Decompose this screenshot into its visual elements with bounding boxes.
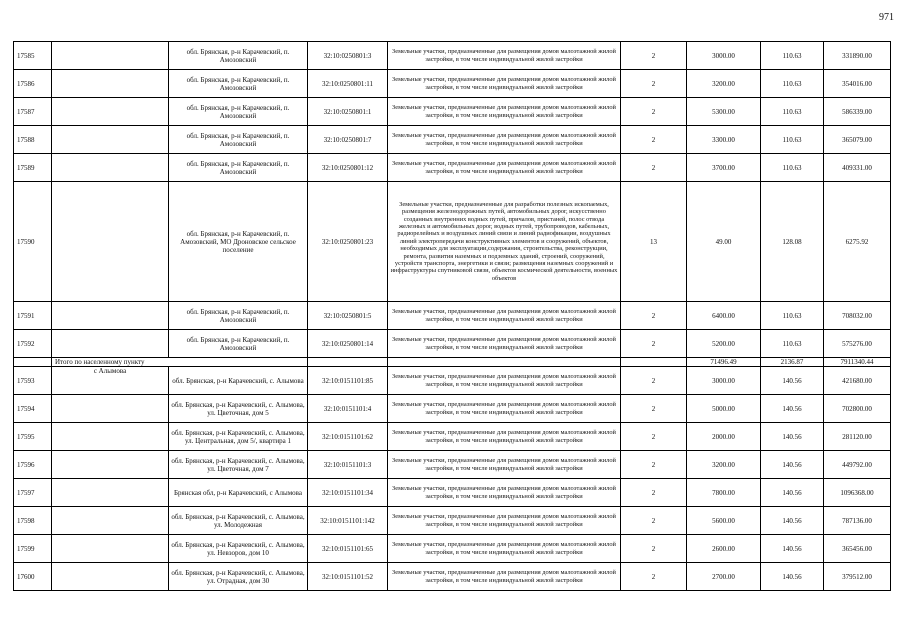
value-cell: 586339.00: [824, 98, 891, 126]
row-id: 17595: [14, 423, 52, 451]
row-id: 17591: [14, 302, 52, 330]
group-cell: 13: [621, 182, 687, 302]
purpose-cell: Земельные участки, предназначенные для размещения домов малоэтажной жилой застройки, в том числе индивидуальной жилой застройки: [388, 563, 621, 591]
area-cell: 3300.00: [687, 126, 761, 154]
rate-cell: 140.56: [761, 479, 824, 507]
rate-cell: 110.63: [761, 42, 824, 70]
address-cell: обл. Брянская, р-н Карачевский, п. Амозовский: [169, 98, 308, 126]
rate-cell: 128.08: [761, 182, 824, 302]
area-cell: 7800.00: [687, 479, 761, 507]
area-cell: 2000.00: [687, 423, 761, 451]
value-cell: 575276.00: [824, 330, 891, 358]
rate-cell: 140.56: [761, 367, 824, 395]
total-row: [14, 358, 891, 367]
area-cell: 2700.00: [687, 563, 761, 591]
cadastral-number-cell: 32:10:0151101:142: [308, 507, 388, 535]
empty-cell: [52, 42, 169, 70]
empty-cell: [52, 182, 169, 302]
purpose-cell: Земельные участки, предназначенные для размещения домов малоэтажной жилой застройки, в том числе индивидуальной жилой застройки: [388, 330, 621, 358]
cadastral-number-cell: 32:10:0250801:7: [308, 126, 388, 154]
row-id: 17587: [14, 98, 52, 126]
address-cell: обл. Брянская, р-н Карачевский, п. Амозовский: [169, 70, 308, 98]
address-cell: обл. Брянская, р-н Карачевский, п. Амозовский, МО Дроновское сельское поселение: [169, 182, 308, 302]
address-cell: обл. Брянская, р-н Карачевский, п. Амозовский: [169, 302, 308, 330]
rate-cell: 140.56: [761, 563, 824, 591]
empty-cell: [52, 451, 169, 479]
purpose-cell: Земельные участки, предназначенные для размещения домов малоэтажной жилой застройки, в том числе индивидуальной жилой застройки: [388, 42, 621, 70]
group-cell: 2: [621, 451, 687, 479]
table-row: [14, 535, 891, 563]
empty-cell: [52, 423, 169, 451]
address-cell: обл. Брянская, р-н Карачевский, п. Амозовский: [169, 126, 308, 154]
table-row: [14, 302, 891, 330]
row-id: 17585: [14, 42, 52, 70]
table-row: [14, 479, 891, 507]
cadastral-number-cell: 32:10:0151101:4: [308, 395, 388, 423]
table-row: [14, 367, 891, 395]
purpose-cell: Земельные участки, предназначенные для размещения домов малоэтажной жилой застройки, в том числе индивидуальной жилой застройки: [388, 154, 621, 182]
address-cell: обл. Брянская, р-н Карачевский, п. Амозовский: [169, 330, 308, 358]
group-cell: 2: [621, 367, 687, 395]
empty-cell: [52, 302, 169, 330]
group-cell: 2: [621, 330, 687, 358]
table-row: [14, 182, 891, 302]
row-id: 17590: [14, 182, 52, 302]
cadastral-number-cell: 32:10:0250801:5: [308, 302, 388, 330]
empty-cell: [52, 507, 169, 535]
empty-cell: [52, 98, 169, 126]
cadastral-number-cell: 32:10:0151101:52: [308, 563, 388, 591]
address-cell: обл. Брянская, р-н Карачевский, с. Алымова, ул. Цветочная, дом 7: [169, 451, 308, 479]
purpose-cell: Земельные участки, предназначенные для размещения домов малоэтажной жилой застройки, в том числе индивидуальной жилой застройки: [388, 479, 621, 507]
total-area: 71496.49: [687, 358, 761, 367]
area-cell: 3200.00: [687, 451, 761, 479]
value-cell: 421680.00: [824, 367, 891, 395]
address-cell: обл. Брянская, р-н Карачевский, п. Амозовский: [169, 154, 308, 182]
group-cell: 2: [621, 395, 687, 423]
group-cell: 2: [621, 154, 687, 182]
value-cell: 379512.00: [824, 563, 891, 591]
rate-cell: 110.63: [761, 302, 824, 330]
address-cell: обл. Брянская, р-н Карачевский, с. Алымова, ул. Цветочная, дом 5: [169, 395, 308, 423]
area-cell: 6400.00: [687, 302, 761, 330]
address-cell: обл. Брянская, р-н Карачевский, с. Алымова, ул. Молодежная: [169, 507, 308, 535]
total-value: 7911340.44: [824, 358, 891, 367]
cadastral-number-cell: 32:10:0151101:62: [308, 423, 388, 451]
value-cell: 1096368.00: [824, 479, 891, 507]
empty-cell: [52, 154, 169, 182]
table-row: [14, 154, 891, 182]
empty-cell: [52, 330, 169, 358]
group-cell: 2: [621, 126, 687, 154]
rate-cell: 110.63: [761, 330, 824, 358]
table-row: [14, 395, 891, 423]
row-id: 17596: [14, 451, 52, 479]
value-cell: 449792.00: [824, 451, 891, 479]
cadastral-number-cell: 32:10:0151101:3: [308, 451, 388, 479]
value-cell: 6275.92: [824, 182, 891, 302]
rate-cell: 110.63: [761, 70, 824, 98]
table-row: [14, 507, 891, 535]
purpose-cell: Земельные участки, предназначенные для размещения домов малоэтажной жилой застройки, в том числе индивидуальной жилой застройки: [388, 126, 621, 154]
cadastral-number-cell: 32:10:0250801:3: [308, 42, 388, 70]
table-row: [14, 451, 891, 479]
group-cell: 2: [621, 479, 687, 507]
cadastral-number-cell: 32:10:0151101:85: [308, 367, 388, 395]
value-cell: 331890.00: [824, 42, 891, 70]
group-cell: 2: [621, 98, 687, 126]
empty-cell: [308, 358, 388, 367]
rate-cell: 140.56: [761, 535, 824, 563]
page-number: 971: [879, 12, 894, 23]
area-cell: 2600.00: [687, 535, 761, 563]
group-cell: 2: [621, 70, 687, 98]
purpose-cell: Земельные участки, предназначенные для размещения домов малоэтажной жилой застройки, в том числе индивидуальной жилой застройки: [388, 535, 621, 563]
address-cell: обл. Брянская, р-н Карачевский, с. Алымова, ул. Невзоров, дом 10: [169, 535, 308, 563]
value-cell: 281120.00: [824, 423, 891, 451]
table-row: [14, 42, 891, 70]
area-cell: 3700.00: [687, 154, 761, 182]
value-cell: 365456.00: [824, 535, 891, 563]
row-id: 17589: [14, 154, 52, 182]
value-cell: 708032.00: [824, 302, 891, 330]
row-id: 17598: [14, 507, 52, 535]
total-rate: 2136.87: [761, 358, 824, 367]
row-id: 17586: [14, 70, 52, 98]
empty-cell: [52, 70, 169, 98]
row-id: 17593: [14, 367, 52, 395]
rate-cell: 110.63: [761, 154, 824, 182]
empty-cell: [14, 358, 52, 367]
cadastral-number-cell: 32:10:0151101:34: [308, 479, 388, 507]
purpose-cell: Земельные участки, предназначенные для размещения домов малоэтажной жилой застройки, в том числе индивидуальной жилой застройки: [388, 70, 621, 98]
empty-cell: [52, 126, 169, 154]
table-body: [14, 42, 891, 591]
table-row: [14, 563, 891, 591]
address-cell: обл. Брянская, р-н Карачевский, п. Амозовский: [169, 42, 308, 70]
cadastral-number-cell: 32:10:0250801:23: [308, 182, 388, 302]
cadastral-number-cell: 32:10:0250801:12: [308, 154, 388, 182]
table-row: [14, 330, 891, 358]
rate-cell: 140.56: [761, 451, 824, 479]
purpose-cell: Земельные участки, предназначенные для размещения домов малоэтажной жилой застройки, в том числе индивидуальной жилой застройки: [388, 423, 621, 451]
group-cell: 2: [621, 563, 687, 591]
empty-cell: [52, 535, 169, 563]
empty-cell: [388, 358, 621, 367]
rate-cell: 110.63: [761, 126, 824, 154]
address-cell: обл. Брянская, р-н Карачевский, с. Алымова, ул. Отрадная, дом 30: [169, 563, 308, 591]
cadastral-value-table: [13, 41, 891, 591]
address-cell: Брянская обл, р-н Карачевский, с Алымова: [169, 479, 308, 507]
cadastral-number-cell: 32:10:0250801:1: [308, 98, 388, 126]
empty-cell: [52, 479, 169, 507]
row-id: 17594: [14, 395, 52, 423]
rate-cell: 140.56: [761, 507, 824, 535]
value-cell: 787136.00: [824, 507, 891, 535]
group-cell: 2: [621, 302, 687, 330]
cadastral-number-cell: 32:10:0250801:11: [308, 70, 388, 98]
table-row: [14, 126, 891, 154]
value-cell: 354016.00: [824, 70, 891, 98]
area-cell: 3000.00: [687, 367, 761, 395]
empty-cell: [621, 358, 687, 367]
value-cell: 365079.00: [824, 126, 891, 154]
settlement-label: с Алымова: [52, 367, 169, 395]
group-cell: 2: [621, 42, 687, 70]
area-cell: 5000.00: [687, 395, 761, 423]
area-cell: 49.00: [687, 182, 761, 302]
cadastral-number-cell: 32:10:0250801:14: [308, 330, 388, 358]
row-id: 17597: [14, 479, 52, 507]
group-cell: 2: [621, 423, 687, 451]
purpose-cell: Земельные участки, предназначенные для размещения домов малоэтажной жилой застройки, в том числе индивидуальной жилой застройки: [388, 395, 621, 423]
table-row: [14, 98, 891, 126]
rate-cell: 110.63: [761, 98, 824, 126]
group-cell: 2: [621, 535, 687, 563]
total-label: Итого по населенному пункту: [52, 358, 308, 367]
group-cell: 2: [621, 507, 687, 535]
cadastral-number-cell: 32:10:0151101:65: [308, 535, 388, 563]
row-id: 17588: [14, 126, 52, 154]
row-id: 17592: [14, 330, 52, 358]
table-row: [14, 70, 891, 98]
area-cell: 3000.00: [687, 42, 761, 70]
purpose-cell: Земельные участки, предназначенные для размещения домов малоэтажной жилой застройки, в том числе индивидуальной жилой застройки: [388, 451, 621, 479]
purpose-cell: Земельные участки, предназначенные для размещения домов малоэтажной жилой застройки, в том числе индивидуальной жилой застройки: [388, 302, 621, 330]
area-cell: 5300.00: [687, 98, 761, 126]
value-cell: 409331.00: [824, 154, 891, 182]
value-cell: 702800.00: [824, 395, 891, 423]
rate-cell: 140.56: [761, 395, 824, 423]
purpose-cell: Земельные участки, предназначенные для размещения домов малоэтажной жилой застройки, в том числе индивидуальной жилой застройки: [388, 98, 621, 126]
purpose-cell: Земельные участки, предназначенные для разработки полезных ископаемых, размещения железнодорожных путей, автомобильных дорог, искусственно созданных внутренних водных путей, причалов, пристаней, полос отвода железных и автомобильных дорог, водных путей, трубопроводов, кабельных, радиорелейных и воздушных линий связи и линий радиофикации, воздушных линий электропередачи конструктивных элементов и сооружений, объектов, необходимых для эксплуатации,содержания, строительства, реконструкции, ремонта, развития наземных и подземных зданий, строений, сооружений, устройств транспорта, энергетики и связи; размещения наземных сооружений и инфраструктуры спутниковой связи, объектов космической деятельности, военных объектов: [388, 182, 621, 302]
purpose-cell: Земельные участки, предназначенные для размещения домов малоэтажной жилой застройки, в том числе индивидуальной жилой застройки: [388, 367, 621, 395]
address-cell: обл. Брянская, р-н Карачевский, с. Алымова, ул. Центральная, дом 5/, квартира 1: [169, 423, 308, 451]
table-row: [14, 423, 891, 451]
area-cell: 5600.00: [687, 507, 761, 535]
area-cell: 3200.00: [687, 70, 761, 98]
purpose-cell: Земельные участки, предназначенные для размещения домов малоэтажной жилой застройки, в том числе индивидуальной жилой застройки: [388, 507, 621, 535]
row-id: 17599: [14, 535, 52, 563]
row-id: 17600: [14, 563, 52, 591]
rate-cell: 140.56: [761, 423, 824, 451]
area-cell: 5200.00: [687, 330, 761, 358]
address-cell: обл. Брянская, р-н Карачевский, с. Алымова: [169, 367, 308, 395]
empty-cell: [52, 563, 169, 591]
empty-cell: [52, 395, 169, 423]
